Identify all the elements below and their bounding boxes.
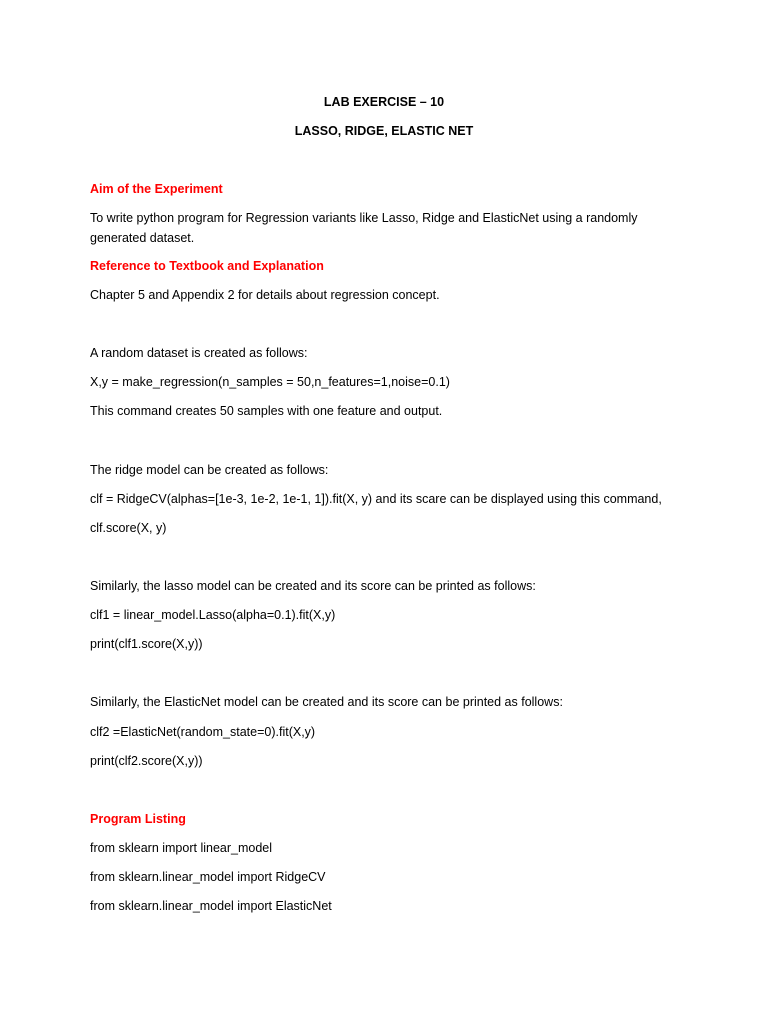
listing-line: from sklearn import linear_model bbox=[90, 841, 273, 855]
lasso-intro: Similarly, the lasso model can be created and its score can be printed as follows: bbox=[90, 579, 536, 593]
dataset-description: This command creates 50 samples with one feature and output. bbox=[90, 404, 443, 418]
document-title: LAB EXERCISE – 10 bbox=[323, 95, 445, 109]
elastic-print: print(clf2.score(X,y)) bbox=[90, 754, 203, 768]
dataset-intro: A random dataset is created as follows: bbox=[90, 346, 308, 360]
reference-heading: Reference to Textbook and Explanation bbox=[90, 259, 324, 273]
listing-line: from sklearn.linear_model import RidgeCV bbox=[90, 870, 326, 884]
ridge-intro: The ridge model can be created as follows: bbox=[90, 463, 329, 477]
aim-text: To write python program for Regression variants like Lasso, Ridge and ElasticNet using a randomly generated dataset. bbox=[90, 211, 638, 245]
elastic-intro: Similarly, the ElasticNet model can be created and its score can be printed as follows: bbox=[90, 695, 563, 709]
elastic-code: clf2 =ElasticNet(random_state=0).fit(X,y) bbox=[90, 725, 316, 739]
ridge-score: clf.score(X, y) bbox=[90, 521, 167, 535]
document-subtitle: LASSO, RIDGE, ELASTIC NET bbox=[294, 124, 474, 138]
lasso-print: print(clf1.score(X,y)) bbox=[90, 637, 203, 651]
aim-heading: Aim of the Experiment bbox=[90, 182, 223, 196]
dataset-code: X,y = make_regression(n_samples = 50,n_features=1,noise=0.1) bbox=[90, 375, 450, 389]
listing-line: from sklearn.linear_model import ElasticNet bbox=[90, 899, 332, 913]
ridge-code: clf = RidgeCV(alphas=[1e-3, 1e-2, 1e-1, 1]).fit(X, y) and its scare can be displayed using this command, bbox=[90, 492, 662, 506]
lasso-code: clf1 = linear_model.Lasso(alpha=0.1).fit(X,y) bbox=[90, 608, 336, 622]
reference-text: Chapter 5 and Appendix 2 for details about regression concept. bbox=[90, 288, 440, 302]
listing-heading: Program Listing bbox=[90, 812, 186, 826]
